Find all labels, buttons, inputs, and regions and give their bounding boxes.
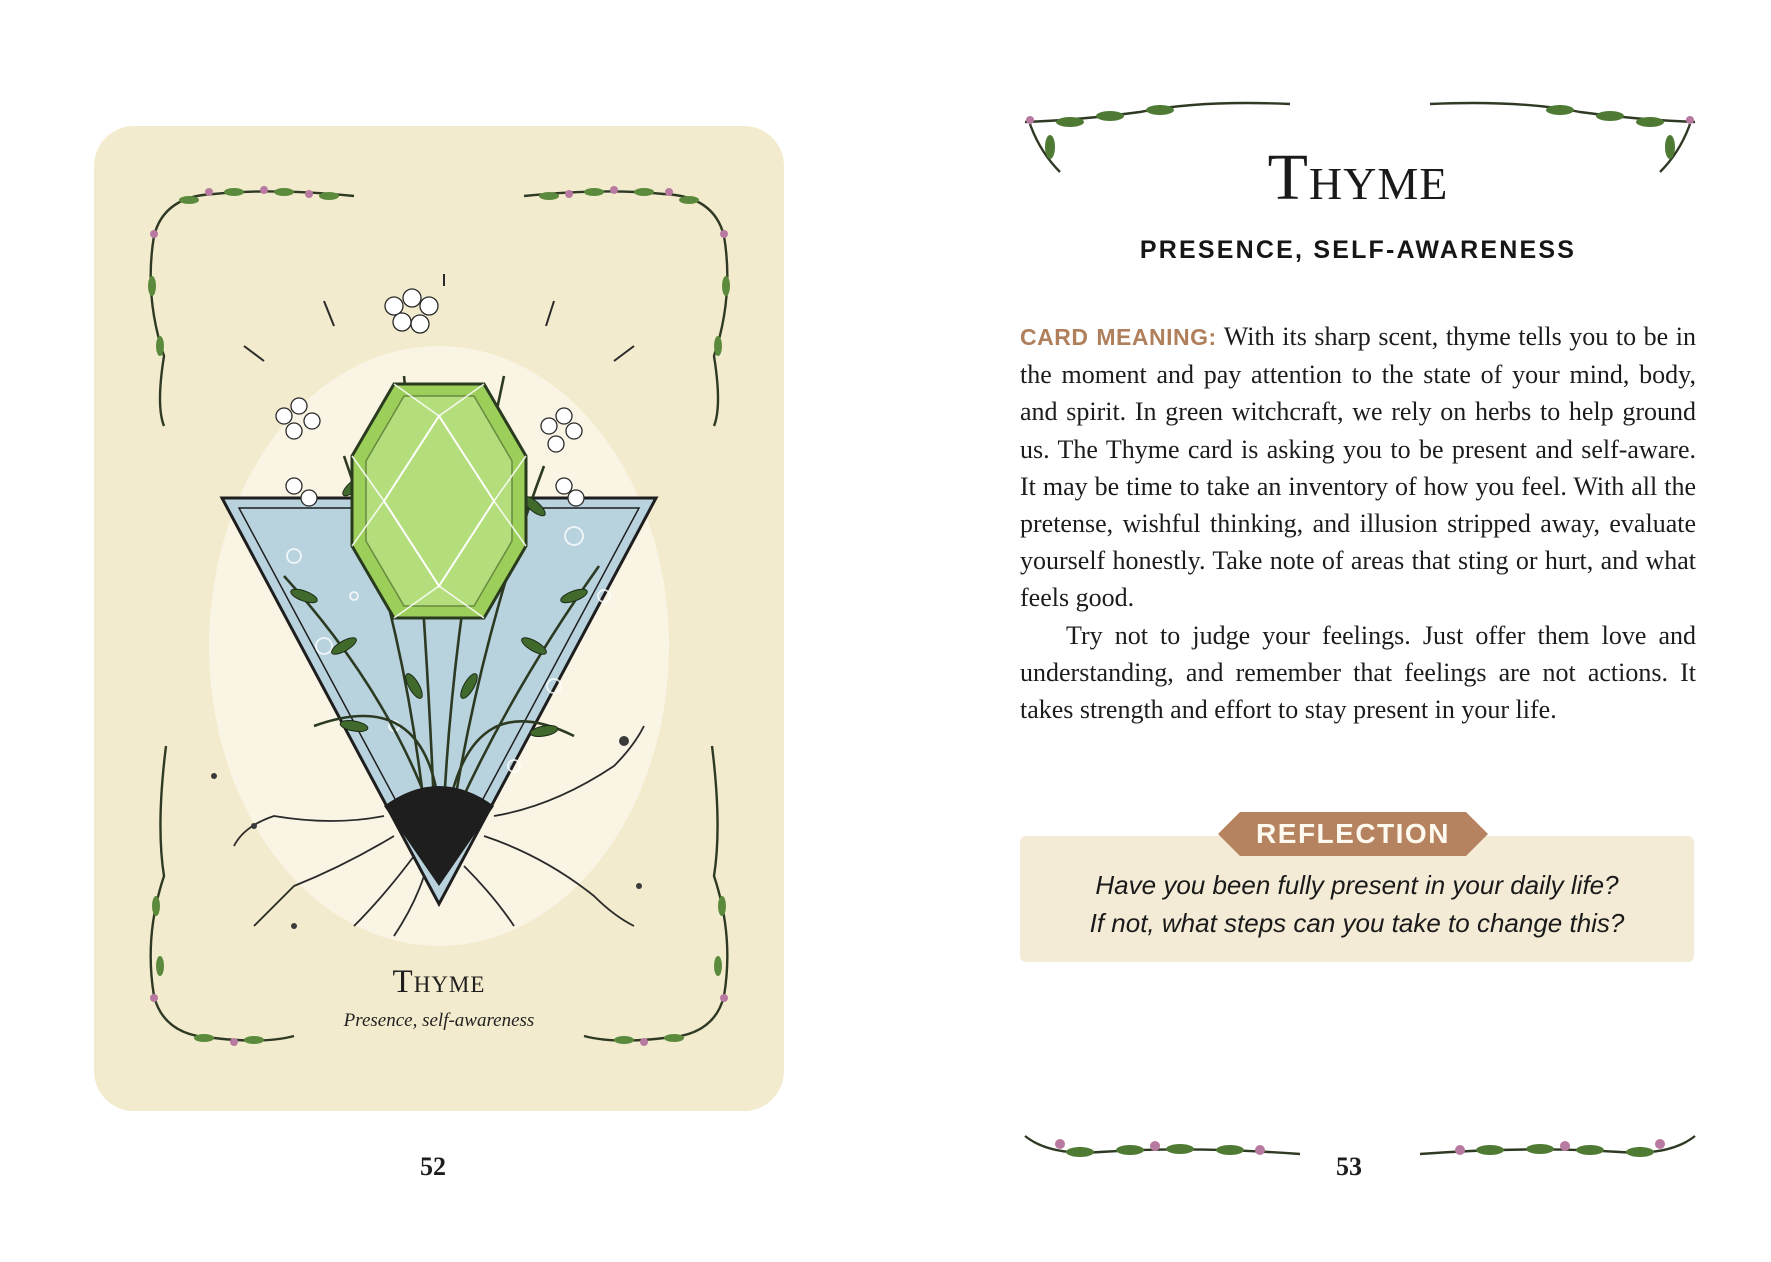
card-title: Thyme	[392, 964, 486, 1000]
reflection-line-1: Have you been fully present in your daily life?	[1095, 870, 1619, 900]
page-number-left: 52	[420, 1152, 446, 1181]
reflection-question	[1020, 866, 1694, 942]
page-number-right: 53	[1336, 1152, 1362, 1181]
paragraph-2: Try not to judge your feelings. Just offer them love and understanding, and remember that feelings are not actions. It takes strength and effort to stay present in your life.	[1020, 620, 1696, 725]
paragraph-1: With its sharp scent, thyme tells you to be in the moment and pay attention to the state of your mind, body, and spirit. In green witchcraft, we rely on herbs to help ground us. The Thyme card is asking you to be present and self-aware. It may be time to take an inventory of how you feel. With all the pretense, wishful thinking, and illusion stripped away, evaluate yourself honestly. Take note of areas that sting or hurt, and what feels good.	[1020, 322, 1696, 613]
card-meaning-text	[1020, 318, 1696, 728]
card-subtitle: Presence, self-awareness	[343, 1010, 535, 1031]
reflection-label: REFLECTION	[1256, 818, 1450, 849]
page-title: Thyme	[1267, 141, 1449, 214]
page-subtitle: PRESENCE, SELF-AWARENESS	[1139, 236, 1577, 264]
reflection-line-2: If not, what steps can you take to change this?	[1089, 908, 1625, 938]
crystal-icon	[352, 384, 526, 618]
oracle-card	[94, 126, 784, 1111]
card-meaning-label: CARD MEANING:	[1020, 324, 1217, 350]
